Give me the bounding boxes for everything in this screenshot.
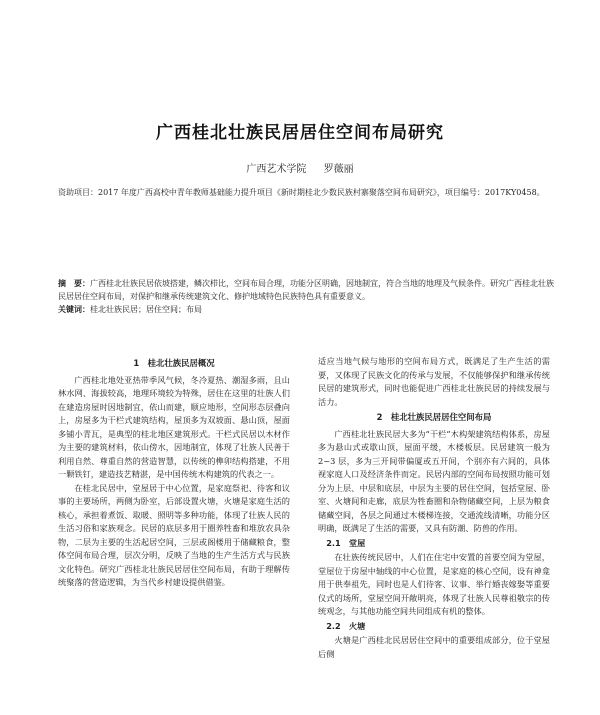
- abstract-paragraph: [58, 277, 558, 303]
- author-name: 罗薇丽: [323, 164, 354, 175]
- right-intro-paragraph: 适应当地气候与地形的空间布局方式，既满足了生产生活的需要，又体现了民族文化的传承与发展，不仅能够保护和继承传统民居的建筑形式，同时也能促进广西桂北壮族民居的持续发展与活力。: [318, 356, 550, 407]
- subsection-2-2-heading: 2.2 火塘: [326, 620, 366, 631]
- funding-note: 资助项目：2017 年度广西高校中青年教师基础能力提升项目《新时期桂北少数民族村寨聚落空间布局研究》，项目编号：2017KY0458。: [58, 188, 545, 197]
- left-column: [58, 355, 290, 590]
- section-2-heading: 2 桂北壮族民居居住空间布局: [376, 412, 492, 422]
- subsection-2-1-paragraph: 在壮族传统民居中，人们在住宅中安置的首要空间为堂屋，堂屋位于房屋中轴线的中心位置，是家庭的核心空间，设有神龛用于供奉祖先，同时也是人们待客、议事、举行婚丧嫁娶等重要仪式的场所，堂屋空间开敞明亮，体现了壮族人民尊祖敬宗的传统观念，与其他功能空间共同组成有机的整体。: [318, 552, 550, 616]
- section-1-heading: 1 桂北壮族民居概况: [133, 358, 215, 368]
- author-line: [0, 160, 600, 175]
- abstract-text: 广西桂北壮族民居依坡搭建，鳞次栉比，空间布局合理，功能分区明确，因地制宜，符合当地的地理及气候条件。研究广西桂北壮族民居居住空间布局，对保护和继承传统建筑文化、修护地域特色民族特色具有重要意义。: [58, 279, 554, 301]
- left-paragraph-1: 广西桂北地处亚热带季风气候，冬冷夏热、潮湿多雨，且山林水网、海拔较高，地理环境较为特殊，居住在这里的壮族人们在建造房屋时因地制宜，依山而建，顺应地形，空间形态层叠向上，房屋多为干栏式建筑结构，屋顶多为双坡面、悬山顶，屋面多铺小青瓦，是典型的桂北地区建筑形式。干栏式民居以木材作为主要的建筑材料，依山傍水，因地制宜，体现了壮族人民善于利用自然、尊重自然的营造智慧，以传统的榫卯结构搭建，不用一颗铁钉，建造技艺精湛，是中国传统木构建筑的代表之一。: [58, 374, 290, 479]
- author-affiliation: 广西艺术学院: [246, 164, 307, 175]
- keywords-text: 桂北壮族民居；居住空间；布局: [90, 305, 202, 314]
- section-2-paragraph: 广西桂北壮族民居大多为“干栏”木构架建筑结构体系，房屋多为悬山式或歇山顶，屋面平缓，木楼板层。民居建筑一般为 2~3 层，多为三开间带偏厦或五开间，个别亦有六间的，具体视家庭人口及经济条件而定。民居内部的空间布局按照功能可划分为上层、中层和底层，中层为主要的居住空间，包括堂屋、卧室、火塘间和走廊，底层为牲畜圈和杂物储藏空间，上层为粮食储藏空间，各层之间通过木楼梯连接，交通流线清晰，功能分区明确，既满足了生活的需要，又具有防潮、防兽的作用。: [318, 428, 550, 533]
- abstract-label: 摘 要：: [58, 278, 90, 288]
- subsection-2-2-paragraph: 火塘是广西桂北民居居住空间中的重要组成部分，位于堂屋后侧: [318, 635, 550, 659]
- paper-title: 广西桂北壮族民居居住空间布局研究: [156, 123, 444, 143]
- right-column: [318, 355, 550, 661]
- left-paragraph-2: 在桂北民居中，堂屋居于中心位置，是家庭祭祀、待客和议事的主要场所，两侧为卧室，后部设置火塘，火塘是家庭生活的核心，承担着煮饭、取暖、照明等多种功能，体现了壮族人民的生活习俗和家族观念。民居的底层多用于圈养牲畜和堆放农具杂物，二层为主要的生活起居空间，三层或阁楼用于储藏粮食，整体空间布局合理，层次分明，反映了当地的生产生活方式与民族文化特色。研究广西桂北壮族民居居住空间布局，有助于理解传统聚落的营造逻辑，为当代乡村建设提供借鉴。: [58, 482, 290, 587]
- subsection-2-1-heading: 2.1 堂屋: [326, 537, 366, 548]
- abstract-block: [58, 277, 558, 316]
- keywords-label: 关键词：: [58, 304, 90, 314]
- keywords-line: [58, 303, 558, 316]
